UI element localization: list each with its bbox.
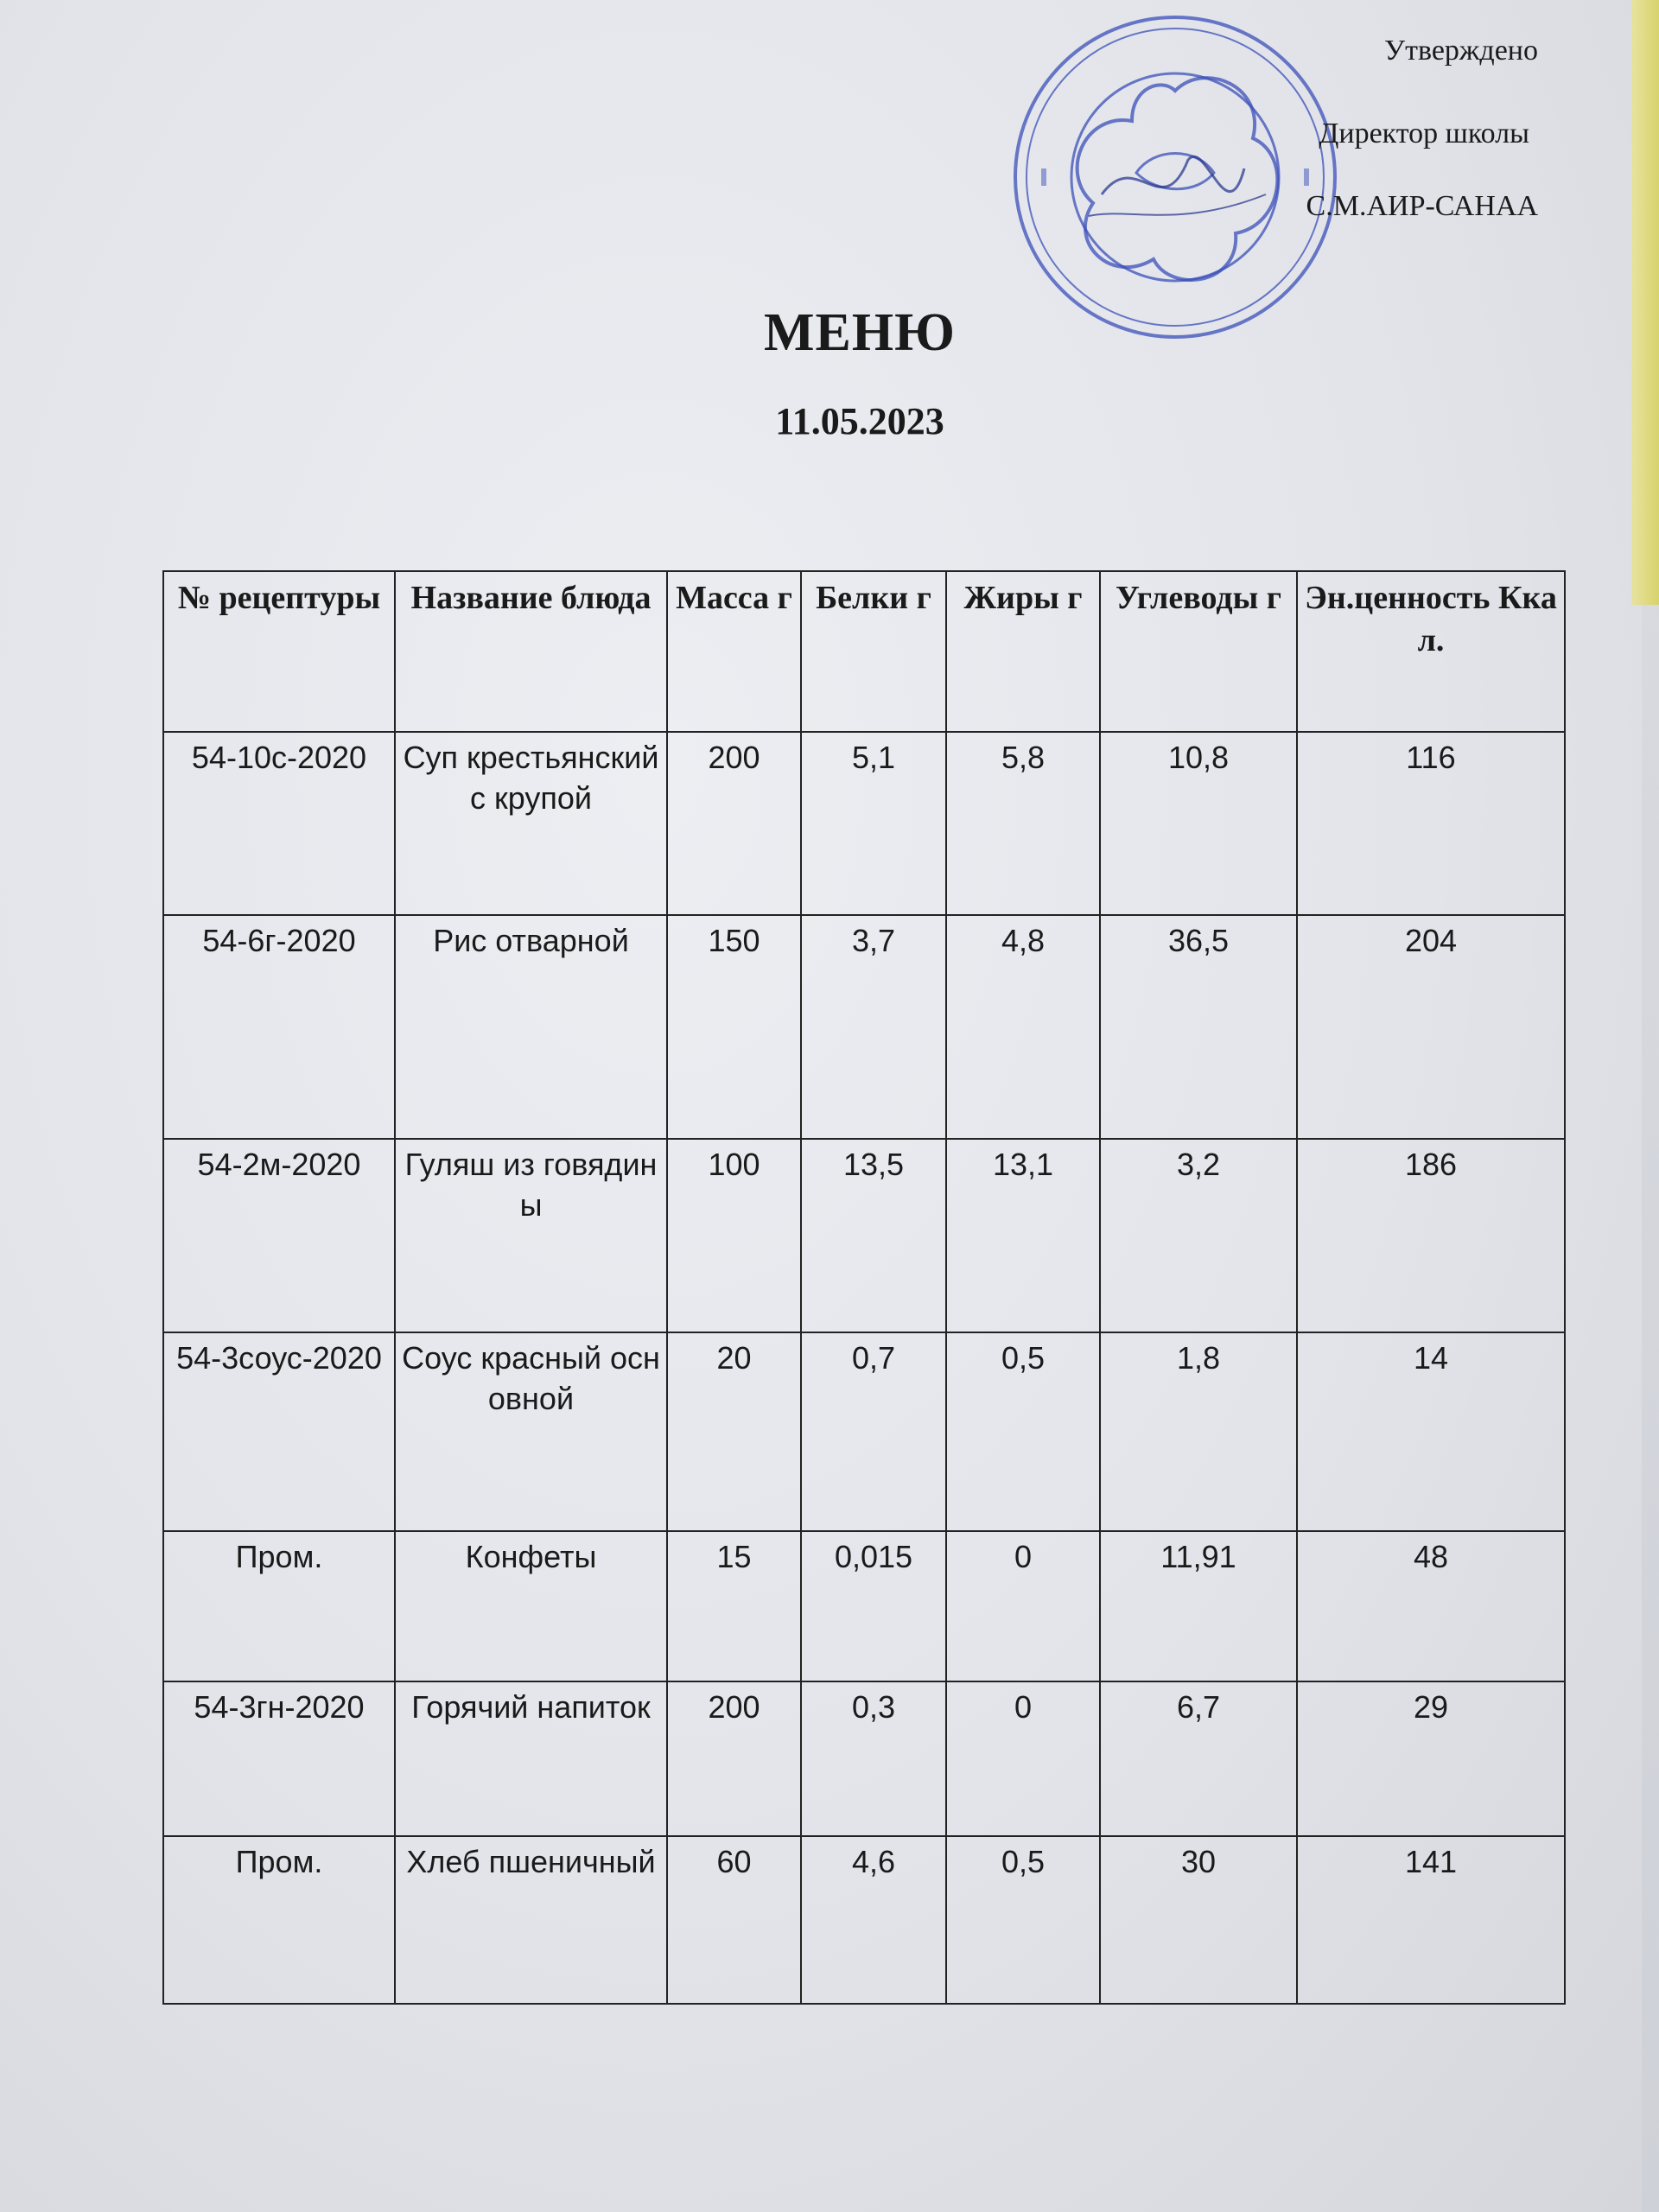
mass-value: 20 bbox=[667, 1332, 801, 1531]
director-name: С.М.АИР-САНАА bbox=[1306, 190, 1538, 222]
mass-value: 15 bbox=[667, 1531, 801, 1681]
carb-value: 1,8 bbox=[1100, 1332, 1297, 1531]
menu-date: 11.05.2023 bbox=[775, 400, 944, 442]
protein-value: 4,6 bbox=[801, 1836, 946, 2004]
dish-name: Соус красный основной bbox=[395, 1332, 667, 1531]
column-header-recipe-number: № рецептуры bbox=[163, 571, 395, 732]
carb-value: 10,8 bbox=[1100, 732, 1297, 915]
protein-value: 0,015 bbox=[801, 1531, 946, 1681]
table-row bbox=[163, 1531, 1565, 1681]
carb-value: 6,7 bbox=[1100, 1681, 1297, 1836]
energy-value: 141 bbox=[1297, 1836, 1565, 2004]
table-row bbox=[163, 915, 1565, 1139]
energy-value: 186 bbox=[1297, 1139, 1565, 1332]
energy-value: 14 bbox=[1297, 1332, 1565, 1531]
page-title: МЕНЮ bbox=[764, 303, 956, 362]
table-row bbox=[163, 1332, 1565, 1531]
table-row bbox=[163, 1836, 1565, 2004]
protein-value: 13,5 bbox=[801, 1139, 946, 1332]
mass-value: 150 bbox=[667, 915, 801, 1139]
energy-value: 116 bbox=[1297, 732, 1565, 915]
recipe-number: 54-2м-2020 bbox=[163, 1139, 395, 1332]
fat-value: 5,8 bbox=[946, 732, 1100, 915]
table-row bbox=[163, 1681, 1565, 1836]
recipe-number: 54-6г-2020 bbox=[163, 915, 395, 1139]
recipe-number: 54-3гн-2020 bbox=[163, 1681, 395, 1836]
energy-value: 48 bbox=[1297, 1531, 1565, 1681]
column-header-proteins: Белки г bbox=[801, 571, 946, 732]
recipe-number: Пром. bbox=[163, 1531, 395, 1681]
menu-table bbox=[162, 570, 1566, 2005]
column-header-fats: Жиры г bbox=[946, 571, 1100, 732]
mass-value: 100 bbox=[667, 1139, 801, 1332]
table-row bbox=[163, 1139, 1565, 1332]
carb-value: 11,91 bbox=[1100, 1531, 1297, 1681]
recipe-number: 54-10с-2020 bbox=[163, 732, 395, 915]
column-header-mass: Масса г bbox=[667, 571, 801, 732]
carb-value: 30 bbox=[1100, 1836, 1297, 2004]
column-header-dish-name: Название блюда bbox=[395, 571, 667, 732]
energy-value: 29 bbox=[1297, 1681, 1565, 1836]
protein-value: 3,7 bbox=[801, 915, 946, 1139]
column-header-carbohydrates: Углеводы г bbox=[1100, 571, 1297, 732]
protein-value: 0,3 bbox=[801, 1681, 946, 1836]
approval-label: Утверждено bbox=[1384, 35, 1538, 67]
table-header-row bbox=[163, 571, 1565, 732]
carb-value: 36,5 bbox=[1100, 915, 1297, 1139]
fat-value: 13,1 bbox=[946, 1139, 1100, 1332]
column-header-energy: Эн.ценность Ккал. bbox=[1297, 571, 1565, 732]
recipe-number: Пром. bbox=[163, 1836, 395, 2004]
mass-value: 200 bbox=[667, 1681, 801, 1836]
fat-value: 0 bbox=[946, 1531, 1100, 1681]
dish-name: Рис отварной bbox=[395, 915, 667, 1139]
protein-value: 0,7 bbox=[801, 1332, 946, 1531]
dish-name: Хлеб пшеничный bbox=[395, 1836, 667, 2004]
dish-name: Гуляш из говядины bbox=[395, 1139, 667, 1332]
protein-value: 5,1 bbox=[801, 732, 946, 915]
school-seal bbox=[1007, 9, 1344, 346]
recipe-number: 54-3соус-2020 bbox=[163, 1332, 395, 1531]
energy-value: 204 bbox=[1297, 915, 1565, 1139]
mass-value: 200 bbox=[667, 732, 801, 915]
carb-value: 3,2 bbox=[1100, 1139, 1297, 1332]
fat-value: 0 bbox=[946, 1681, 1100, 1836]
director-title: Директор школы bbox=[1319, 118, 1529, 149]
dish-name: Конфеты bbox=[395, 1531, 667, 1681]
fat-value: 0,5 bbox=[946, 1836, 1100, 2004]
mass-value: 60 bbox=[667, 1836, 801, 2004]
dish-name: Суп крестьянский с крупой bbox=[395, 732, 667, 915]
fat-value: 4,8 bbox=[946, 915, 1100, 1139]
table-row bbox=[163, 732, 1565, 915]
fat-value: 0,5 bbox=[946, 1332, 1100, 1531]
dish-name: Горячий напиток bbox=[395, 1681, 667, 1836]
